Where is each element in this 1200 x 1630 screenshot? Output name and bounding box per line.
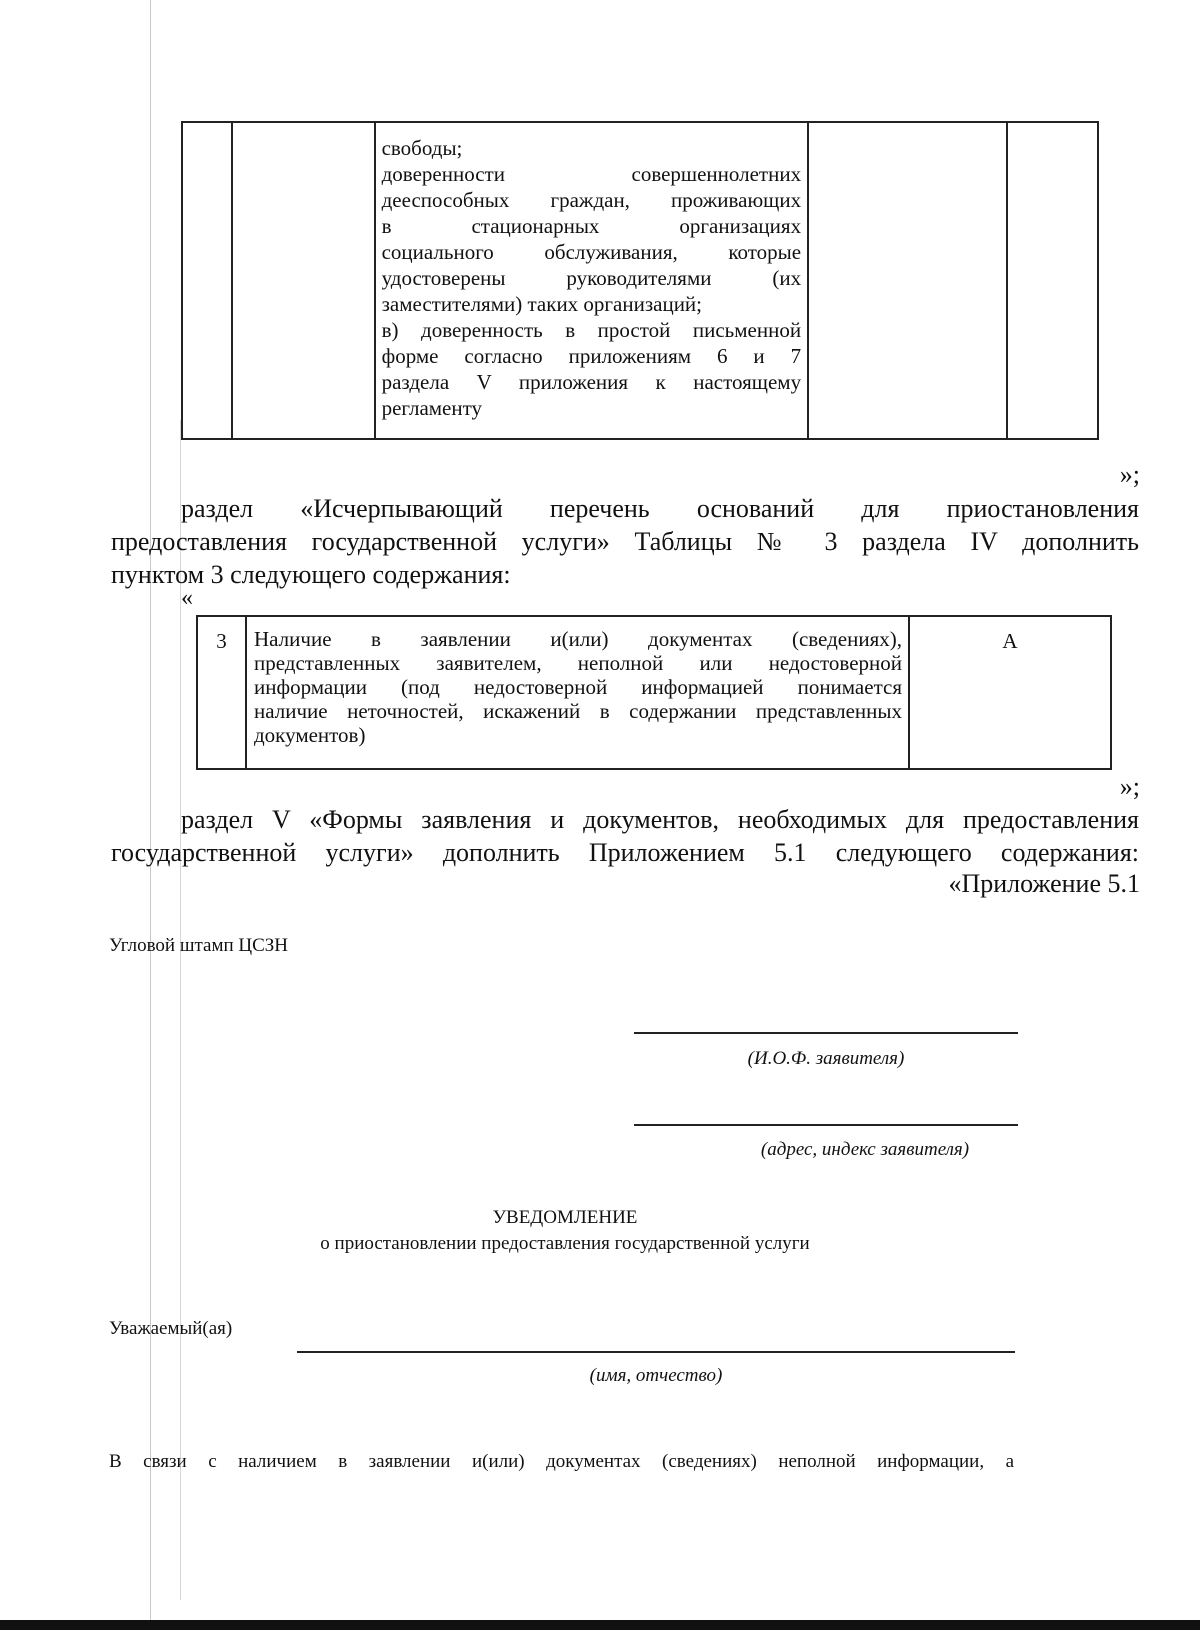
- documents-table-continuation: [181, 121, 1099, 440]
- corner-stamp-label: Угловой штамп ЦСЗН: [109, 935, 289, 956]
- notice-title: УВЕДОМЛЕНИЕ: [492, 1207, 638, 1228]
- table2-row-code: А: [909, 616, 1111, 769]
- closing-quote-2: »;: [1119, 772, 1140, 801]
- table1-cell-2: [232, 122, 375, 439]
- name-caption: (имя, отчество): [589, 1365, 723, 1386]
- table1-line: доверенности совершеннолетних: [381, 162, 802, 186]
- applicant-address-caption: (адрес, индекс заявителя): [760, 1139, 970, 1160]
- table1-cell-text: [375, 122, 808, 439]
- amendment-paragraph-1: [111, 492, 1139, 591]
- table2-row-text: [246, 616, 909, 769]
- name-line: [297, 1351, 1015, 1353]
- table1-line: социального обслуживания, которые: [381, 240, 802, 264]
- table2-line: информации (под недостоверной информацией понимается: [254, 675, 902, 699]
- table1-cell-5: [1007, 122, 1098, 439]
- table1-line: в) доверенность в простой письменной: [381, 318, 802, 342]
- applicant-name-line: [634, 1032, 1018, 1034]
- table2-row-number: 3: [197, 616, 246, 769]
- table1-line: регламенту: [381, 396, 483, 420]
- paragraph1-line-3: пунктом 3 следующего содержания:: [111, 560, 511, 589]
- notice-subtitle: о приостановлении предоставления государственной услуги: [320, 1233, 810, 1254]
- table1-line: форме согласно приложениям 6 и 7: [381, 344, 802, 368]
- opening-quote: «: [181, 585, 193, 611]
- table2-line: наличие неточностей, искажений в содержании представленных: [254, 699, 902, 723]
- table2-line: Наличие в заявлении и(или) документах (сведениях),: [254, 627, 902, 651]
- table1-line: раздела V приложения к настоящему: [381, 370, 802, 394]
- table2-line: документов): [254, 723, 366, 747]
- applicant-address-line: [634, 1124, 1018, 1126]
- applicant-name-caption: (И.О.Ф. заявителя): [747, 1048, 905, 1069]
- suspension-grounds-table: [196, 615, 1112, 770]
- table1-line: заместителями) таких организаций;: [381, 292, 703, 316]
- paragraph1-line-1: раздел «Исчерпывающий перечень оснований для приостановления: [181, 494, 1139, 523]
- table1-line: свободы;: [381, 136, 463, 160]
- paragraph2-line-1: раздел V «Формы заявления и документов, необходимых для предоставления: [181, 805, 1139, 834]
- table1-line: удостоверены руководителями (их: [381, 266, 802, 290]
- paragraph2-line-2: государственной услуги» дополнить Приложением 5.1 следующего содержания:: [111, 838, 1139, 867]
- salutation: Уважаемый(ая): [109, 1318, 233, 1339]
- table2-line: представленных заявителем, неполной или недостоверной: [254, 651, 902, 675]
- closing-quote: »;: [1119, 460, 1140, 489]
- notice-body-start: В связи с наличием в заявлении и(или) документах (сведениях) неполной информации, а: [109, 1451, 1014, 1472]
- table1-cell-4: [808, 122, 1007, 439]
- scan-bottom-edge: [0, 1620, 1200, 1630]
- table1-line: в стационарных организациях: [381, 214, 802, 238]
- paragraph1-line-2: предоставления государственной услуги» Таблицы № 3 раздела IV дополнить: [111, 527, 1139, 556]
- table1-line: дееспособных граждан, проживающих: [381, 188, 802, 212]
- amendment-paragraph-2: [111, 803, 1139, 869]
- appendix-label: «Приложение 5.1: [948, 869, 1140, 898]
- table1-cell-1: [182, 122, 232, 439]
